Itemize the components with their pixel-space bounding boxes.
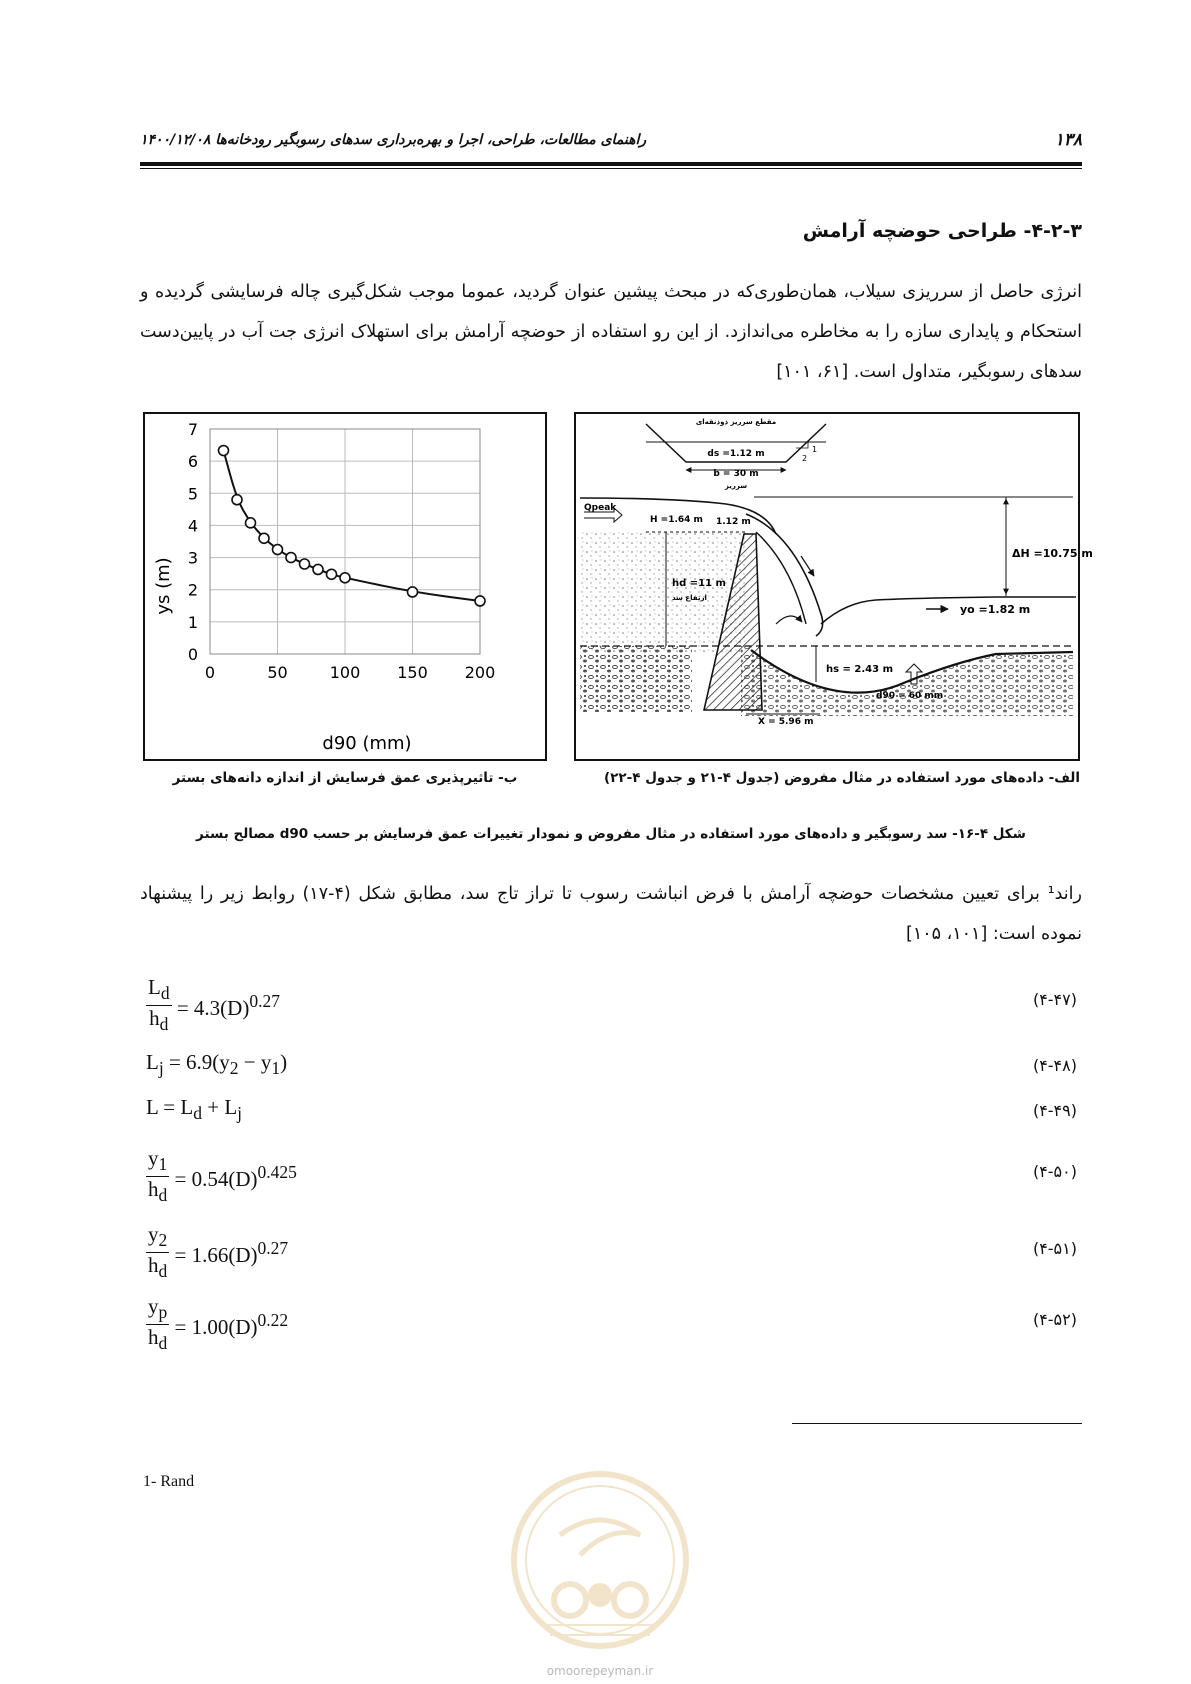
slope-1-label: 1 <box>812 445 818 454</box>
equation-52: $\frac{y_p}{h_d}$ = $1.00(D)^{0.22}$ <box>148 1294 289 1354</box>
hs-label: hs = 2.43 m <box>826 664 893 675</box>
y-tick-label: 0 <box>187 645 198 664</box>
spillway-cross-section <box>646 418 826 490</box>
watermark-url: omoorepeyman.ir <box>546 1664 654 1678</box>
data-point <box>408 587 418 597</box>
x-tick-label: 150 <box>397 663 428 682</box>
footnote: 1- Rand <box>143 1473 195 1490</box>
data-point <box>313 564 323 574</box>
data-point <box>232 495 242 505</box>
data-point <box>286 553 296 563</box>
section-title-label: مقطع سرریز ذوذنقه‌ای <box>695 418 777 426</box>
flow-arrow <box>801 556 814 576</box>
equation-number-49: (۴-۴۹) <box>1032 1101 1077 1120</box>
d90-label: d90 = 60 mm <box>876 691 944 701</box>
y-tick-label: 6 <box>187 452 198 472</box>
data-point <box>300 559 310 569</box>
equation-47: $\frac{L_d}{h_d}$ = $4.3(D)^{0.27}$ <box>148 975 280 1035</box>
dam-section-diagram <box>576 414 1093 758</box>
data-point <box>327 569 337 579</box>
tailwater-surface <box>821 597 1076 624</box>
y-tick-label: 1 <box>187 612 198 632</box>
x-tick-label: 200 <box>464 663 496 682</box>
equation-number-52: (۴-۵۲) <box>1032 1310 1077 1329</box>
equation-number-50: (۴-۵۰) <box>1032 1162 1077 1181</box>
qpeak-label: Qpeak <box>584 503 617 513</box>
eddy-arrow <box>776 616 802 624</box>
y-tick-label: 5 <box>187 484 198 504</box>
paragraph-rand: راند¹ برای تعیین مشخصات حوضچه آرامش با فرض انباشت رسوب تا تراز تاج سد، مطابق شکل (۴-۱۷) روابط زیر را پیشنهاد نموده است: [۱۰۱، ۱۰۵] <box>140 884 1082 944</box>
data-point <box>475 596 485 606</box>
equation-48: $L_j = 6.9(y_2 - y_1)$ <box>146 1050 288 1079</box>
figure-caption: شکل ۴-۱۶- سد رسوبگیر و داده‌های مورد استفاده در مثال مفروض و نمودار تغییرات عمق فرسایش بر حسب d90 مصالح بستر <box>196 826 1026 842</box>
equation-number-47: (۴-۴۷) <box>1032 990 1077 1009</box>
figure-dam-diagram <box>574 412 1093 761</box>
figure-chart <box>143 412 547 761</box>
y-tick-label: 2 <box>187 580 198 600</box>
caption-a: الف- داده‌های مورد استفاده در مثال مفروض (جدول ۴-۲۱ و جدول ۴-۲۲) <box>603 770 1080 786</box>
data-point <box>340 573 350 583</box>
scour-depth-chart <box>145 414 544 758</box>
hd-fa-label: ارتفاع سد <box>672 594 707 602</box>
x-tick-label: 50 <box>267 663 288 682</box>
paragraph-intro: انرژی حاصل از سرریزی سیلاب، همان‌طوری‌که در مبحث پیشین عنوان گردید، عموما موجب شکل‌گیری چاله فرسایشی گردیده و استحکام و پایداری سازه را به مخاطره می‌اندازد. از این رو استفاده از حوضچه آرامش برای استهلاک انرژی جت آب در پایین‌دست سدهای رسوبگیر، متداول است. [۶۱، ۱۰۱] <box>140 282 1082 382</box>
equation-number-48: (۴-۴۸) <box>1032 1056 1077 1075</box>
chart-grid <box>210 429 480 654</box>
header-rule-thick <box>140 162 1082 166</box>
equation-number-51: (۴-۵۱) <box>1032 1239 1077 1258</box>
equation-51: $\frac{y_2}{h_d}$ = $1.66(D)^{0.27}$ <box>148 1222 289 1282</box>
data-point <box>246 518 256 528</box>
H-label: H =1.64 m <box>650 515 703 525</box>
watermark-logo <box>500 1465 700 1665</box>
crest-label: 1.12 m <box>716 517 751 527</box>
nappe-lower <box>756 532 806 624</box>
b-label: b = 30 m <box>713 469 759 479</box>
y-tick-label: 7 <box>187 420 198 439</box>
running-title: راهنمای مطالعات، طراحی، اجرا و بهره‌برداری سدهای رسوبگیر رودخانه‌ها ۱۴۰۰/۱۲/۰۸ <box>140 132 647 148</box>
equation-49: $L = L_d + L_j$ <box>146 1095 243 1124</box>
header-rule-thin <box>140 168 1082 169</box>
slope-2-label: 2 <box>802 454 808 463</box>
ds-label: ds =1.12 m <box>707 449 765 459</box>
section-title: ۴-۲-۳- طراحی حوضچه آرامش <box>802 220 1082 242</box>
data-point <box>259 533 269 543</box>
hd-label: hd =11 m <box>672 578 726 589</box>
footnote-rule <box>792 1423 1082 1424</box>
equation-50: $\frac{y_1}{h_d}$ = $0.54(D)^{0.425}$ <box>148 1146 297 1206</box>
y-tick-label: 4 <box>187 516 198 536</box>
page-number: ۱۳۸ <box>1054 130 1082 150</box>
X-label: X = 5.96 m <box>758 717 814 727</box>
y-tick-label: 3 <box>187 548 198 568</box>
x-axis-label: d90 (mm) <box>322 733 412 754</box>
data-point <box>219 446 229 456</box>
x-tick-label: 0 <box>204 663 216 682</box>
chart-ticks <box>188 420 495 682</box>
dH-label: ΔH =10.75 m <box>1012 547 1093 560</box>
upstream-bed-gravel <box>580 646 692 712</box>
yo-label: yo =1.82 m <box>960 603 1031 616</box>
caption-b: ب- تاثیرپذیری عمق فرسایش از اندازه دانه‌های بستر <box>172 770 518 786</box>
data-point <box>273 545 283 555</box>
x-tick-label: 100 <box>329 663 361 682</box>
y-axis-label: ys (m) <box>153 557 174 615</box>
spillway-label: سرریز <box>724 482 748 490</box>
page-header <box>140 130 1082 152</box>
